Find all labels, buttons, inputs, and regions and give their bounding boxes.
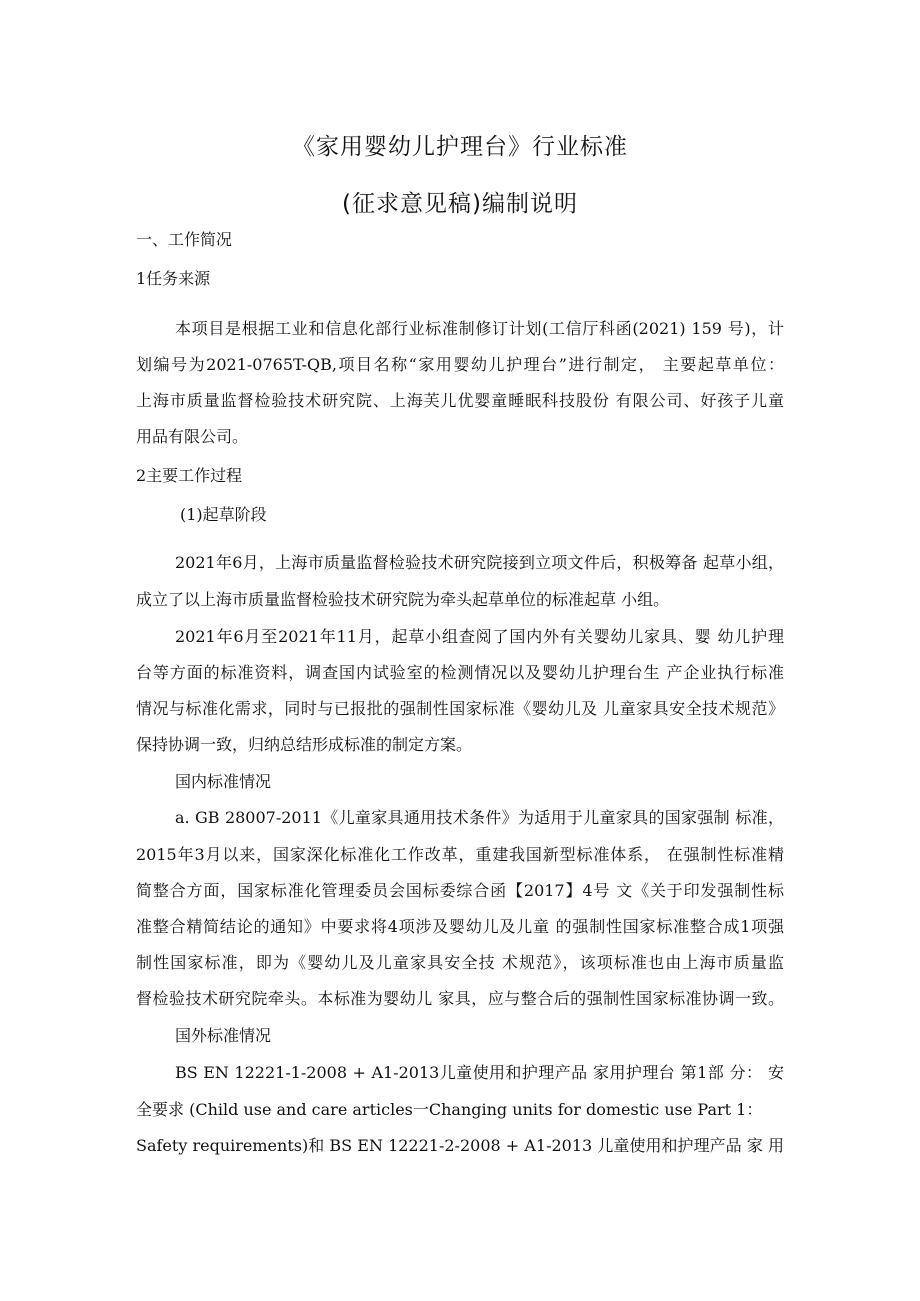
subheading-domestic-standards: 国内标准情况 [175,772,272,791]
document-subtitle: (征求意见稿)编制说明 [342,191,578,217]
paragraph-domestic-line: 2015年3月以来，国家深化标准化工作改革，重建我国新型标准体系， 在强制性标准精 [136,845,784,864]
subheading-foreign-standards: 国外标准情况 [175,1026,272,1045]
paragraph-research-line: 台等方面的标准资料，调查国内试验室的检测情况以及婴幼儿护理台生 产企业执行标准 [136,663,784,682]
paragraph-foreign-line: BS EN 12221-1-2008 + A1-2013儿童使用和护理产品 家用护理台 第1部 分： 安 [175,1063,784,1082]
paragraph-task-source-line: 上海市质量监督检验技术研究院、上海芙儿优婴童睡眠科技股份 有限公司、好孩子儿童 [136,391,784,410]
paragraph-research-line: 情况与标准化需求，同时与已报批的强制性国家标准《婴幼儿及 儿童家具安全技术规范》 [136,699,784,718]
paragraph-domestic-line: a. GB 28007-2011《儿童家具通用技术条件》为适用于儿童家具的国家强制 标准， [175,808,784,827]
paragraph-task-source-line: 本项目是根据工业和信息化部行业标准制修订计划(工信厅科函(2021) 159 号)，计 [175,319,784,338]
paragraph-domestic-line: 简整合方面，国家标准化管理委员会国标委综合函【2017】4号 文《关于印发强制性标 [136,881,784,900]
subheading-drafting-stage: (1)起草阶段 [180,505,267,524]
document-title: 《家用婴幼儿护理台》行业标准 [292,134,628,160]
subheading-task-source: 1任务来源 [136,269,211,288]
paragraph-drafting-line: 2021年6月，上海市质量监督检验技术研究院接到立项文件后，积极筹备 起草小组， [175,553,784,572]
paragraph-foreign-line: 全要求 (Child use and care articles一Changing units for domestic use Part 1： [136,1100,763,1119]
paragraph-foreign-line: Safety requirements)和 BS EN 12221-2-2008 + A1-2013 儿童使用和护理产品 家 用 [136,1136,784,1155]
paragraph-task-source-line: 用品有限公司。 [136,427,249,446]
subheading-work-process: 2主要工作过程 [136,466,243,485]
paragraph-domestic-line: 准整合精简结论的通知》中要求将4项涉及婴幼儿及儿童 的强制性国家标准整合成1项强 [136,917,784,936]
paragraph-research-line: 2021年6月至2021年11月，起草小组查阅了国内外有关婴幼儿家具、婴 幼儿护理 [175,627,784,646]
paragraph-task-source-line: 划编号为2021-0765T-QB,项目名称“家用婴幼儿护理台”进行制定， 主要起草单位： [136,355,784,374]
section-heading-work-overview: 一、工作简况 [136,230,233,249]
paragraph-domestic-line: 制性国家标准，即为《婴幼儿及儿童家具安全技 术规范》，该项标准也由上海市质量监 [136,953,784,972]
paragraph-research-line: 保持协调一致，归纳总结形成标准的制定方案。 [136,735,473,754]
paragraph-drafting-line: 成立了以上海市质量监督检验技术研究院为牵头起草单位的标准起草 小组。 [136,590,670,609]
paragraph-domestic-line: 督检验技术研究院牵头。本标准为婴幼儿 家具，应与整合后的强制性国家标准协调一致。 [136,989,784,1008]
